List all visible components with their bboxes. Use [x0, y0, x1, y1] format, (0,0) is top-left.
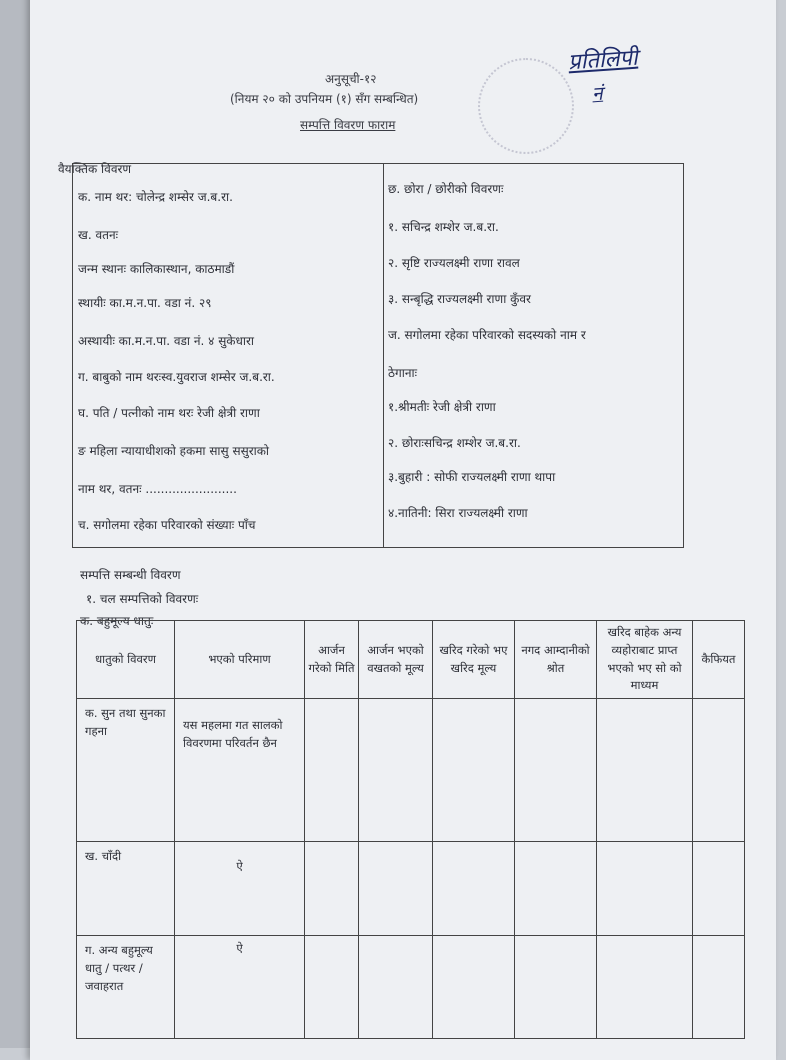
personal-line: घ. पति / पत्नीको नाम थरः रेजी क्षेत्री राणा — [78, 406, 260, 420]
table-header-row — [77, 621, 745, 699]
precious-metal-title: क. बहुमूल्य धातुः — [80, 614, 154, 628]
precious-metal-table — [76, 620, 745, 1039]
metal-item-cell: ख. चाँदी — [77, 842, 175, 936]
empty-cell — [433, 842, 515, 936]
assets-section-title: सम्पत्ति सम्बन्धी विवरण — [80, 568, 181, 582]
personal-line: ग. बाबुको नाम थरःस्व.युवराज शम्सेर ज.ब.रा. — [78, 370, 275, 384]
column-divider — [383, 164, 384, 547]
column-header: भएको परिमाण — [175, 621, 305, 699]
column-header: आर्जन गरेको मिति — [305, 621, 359, 699]
column-header: खरिद बाहेक अन्य व्यहोराबाट प्राप्त भएको भए सो को माध्यम — [597, 621, 693, 699]
metal-item-cell: ग. अन्य बहुमूल्य धातु / पत्थर / जवाहरात — [77, 936, 175, 1039]
family-line: ज. सगोलमा रहेका परिवारको सदस्यको नाम र — [388, 328, 586, 342]
table-row — [77, 699, 745, 842]
empty-cell — [305, 842, 359, 936]
personal-line: नाम थर, वतनः ........................ — [78, 482, 237, 496]
column-header: खरिद गरेको भए खरिद मूल्य — [433, 621, 515, 699]
column-header: धातुको विवरण — [77, 621, 175, 699]
family-line: १. सचिन्द्र शम्शेर ज.ब.रा. — [388, 220, 499, 234]
quantity-cell: ऐ — [175, 842, 305, 936]
family-line: ठेगानाः — [388, 366, 418, 380]
family-line: ४.नातिनी: सिरा राज्यलक्ष्मी राणा — [388, 506, 528, 520]
empty-cell — [515, 842, 597, 936]
family-line: ३. सन्बृद्धि राज्यलक्ष्मी राणा कुँवर — [388, 292, 531, 306]
empty-cell — [597, 842, 693, 936]
office-stamp — [478, 58, 574, 154]
family-line: छ. छोरा / छोरीको विवरणः — [388, 182, 504, 196]
empty-cell — [693, 842, 745, 936]
handwritten-note: प्रतिलिपी — [567, 45, 639, 76]
column-header: कैफियत — [693, 621, 745, 699]
empty-cell — [359, 936, 433, 1039]
form-title: सम्पत्ति विवरण फाराम — [300, 118, 396, 132]
empty-cell — [693, 936, 745, 1039]
table-row — [77, 842, 745, 936]
empty-cell — [359, 842, 433, 936]
empty-cell — [597, 699, 693, 842]
empty-cell — [433, 699, 515, 842]
family-line: २. सृष्टि राज्यलक्ष्मी राणा रावल — [388, 256, 520, 270]
movable-assets-title: १. चल सम्पत्तिको विवरणः — [86, 592, 199, 606]
family-line: ३.बुहारी : सोफी राज्यलक्ष्मी राणा थापा — [388, 470, 556, 484]
column-header: नगद आम्दानीको श्रोत — [515, 621, 597, 699]
empty-cell — [359, 699, 433, 842]
personal-line: स्थायीः का.म.न.पा. वडा नं. २९ — [78, 296, 212, 310]
empty-cell — [305, 699, 359, 842]
rule-reference: (नियम २० को उपनियम (१) सँग सम्बन्धित) — [230, 92, 419, 106]
quantity-cell: ऐ — [175, 936, 305, 1039]
quantity-cell: यस महलमा गत सालको विवरणमा परिवर्तन छैन — [175, 699, 305, 842]
personal-line: क. नाम थर: चोलेन्द्र शम्सेर ज.ब.रा. — [78, 190, 233, 204]
table-row — [77, 936, 745, 1039]
family-line: २. छोराःसचिन्द्र शम्शेर ज.ब.रा. — [388, 436, 521, 450]
personal-line: ङ महिला न्यायाधीशको हकमा सासु ससुराको — [78, 444, 270, 458]
empty-cell — [305, 936, 359, 1039]
personal-section-title: वैयक्तिक विवरण — [58, 162, 132, 176]
schedule-label: अनुसूची-१२ — [325, 72, 377, 86]
personal-line: ख. वतनः — [78, 228, 119, 242]
empty-cell — [515, 699, 597, 842]
handwritten-number: नं — [591, 82, 604, 106]
personal-line: अस्थायीः का.म.न.पा. वडा नं. ४ सुकेधारा — [78, 334, 255, 348]
personal-line: जन्म स्थानः कालिकास्थान, काठमाडौं — [78, 262, 235, 276]
empty-cell — [515, 936, 597, 1039]
column-header: आर्जन भएको वखतको मूल्य — [359, 621, 433, 699]
empty-cell — [693, 699, 745, 842]
personal-line: च. सगोलमा रहेका परिवारको संख्याः पाँच — [78, 518, 256, 532]
empty-cell — [597, 936, 693, 1039]
family-line: १.श्रीमतीः रेजी क्षेत्री राणा — [388, 400, 496, 414]
empty-cell — [433, 936, 515, 1039]
metal-item-cell: क. सुन तथा सुनका गहना — [77, 699, 175, 842]
